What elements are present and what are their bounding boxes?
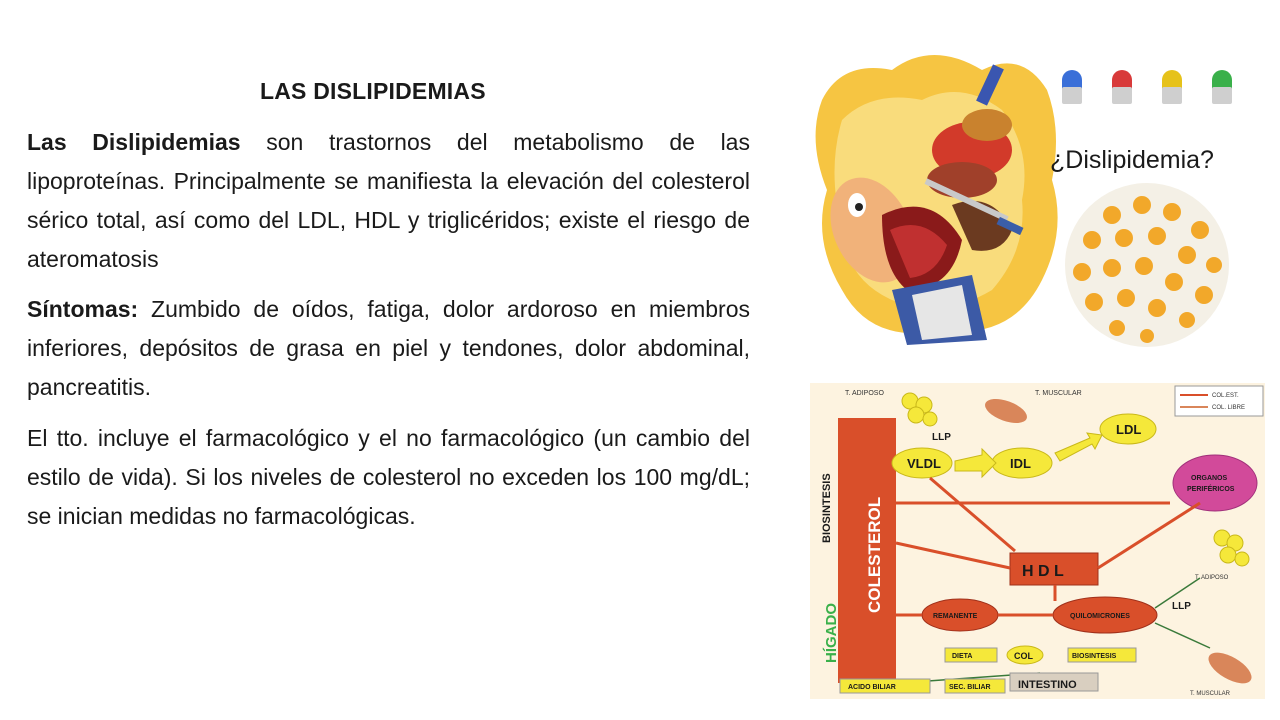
svg-text:H D L: H D L	[1022, 563, 1064, 580]
svg-text:COL: COL	[1014, 651, 1033, 661]
svg-text:COL.EST.: COL.EST.	[1212, 393, 1239, 399]
symptoms-paragraph	[27, 290, 750, 407]
page-title: LAS DISLIPIDEMIAS	[260, 78, 486, 104]
definition-text: son trastornos del metabolismo de las lipoproteínas. Principalmente se manifiesta la elevación del colesterol sérico total, así como del LDL, HDL y triglicéridos; existe el riesgo de ateromatosis	[27, 129, 750, 272]
cartoon-caption: ¿Dislipidemia?	[1050, 146, 1214, 174]
svg-text:DIETA: DIETA	[952, 653, 973, 660]
svg-text:T. MUSCULAR: T. MUSCULAR	[1035, 390, 1082, 397]
svg-text:T. ADIPOSO: T. ADIPOSO	[845, 390, 884, 397]
svg-text:VLDL: VLDL	[907, 456, 941, 471]
svg-text:LDL: LDL	[1116, 422, 1142, 437]
svg-text:PERIFÉRICOS: PERIFÉRICOS	[1187, 486, 1235, 493]
svg-text:QUILOMICRONES: QUILOMICRONES	[1070, 613, 1130, 620]
svg-text:T. ADIPOSO: T. ADIPOSO	[1195, 575, 1229, 581]
symptoms-text: Zumbido de oídos, fatiga, dolor ardoroso en miembros inferiores, depósitos de grasa en piel y tendones, dolor abdominal, pancreatitis.	[27, 296, 750, 400]
lipoprotein-metabolism-diagram	[810, 383, 1265, 699]
svg-text:COLESTEROL: COLESTEROL	[865, 496, 884, 613]
svg-text:BIOSINTESIS: BIOSINTESIS	[821, 473, 833, 543]
svg-text:INTESTINO: INTESTINO	[1018, 679, 1077, 691]
treatment-paragraph	[27, 419, 750, 536]
svg-text:REMANENTE: REMANENTE	[933, 613, 978, 620]
svg-text:COL. LIBRE: COL. LIBRE	[1212, 405, 1246, 411]
svg-text:LLP: LLP	[932, 432, 951, 443]
svg-text:ACIDO BILIAR: ACIDO BILIAR	[848, 684, 896, 691]
definition-paragraph	[27, 123, 750, 279]
treatment-text: El tto. incluye el farmacológico y el no farmacológico (un cambio del estilo de vida). Si los niveles de colesterol no exceden los 100 mg/dL; se inician medidas no farmacológicas.	[27, 425, 750, 529]
svg-text:HÍGADO: HÍGADO	[823, 603, 840, 663]
svg-text:IDL: IDL	[1010, 456, 1031, 471]
svg-text:SEC. BILIAR: SEC. BILIAR	[949, 684, 991, 691]
svg-text:ORGANOS: ORGANOS	[1191, 475, 1228, 482]
svg-text:T. MUSCULAR: T. MUSCULAR	[1190, 691, 1231, 697]
pill-icons	[1062, 70, 1232, 104]
svg-text:BIOSINTESIS: BIOSINTESIS	[1072, 653, 1117, 660]
svg-text:LLP: LLP	[1172, 601, 1191, 612]
symptoms-lead: Síntomas:	[27, 296, 139, 322]
definition-lead: Las Dislipidemias	[27, 129, 241, 155]
dyslipidemia-cartoon-image	[812, 40, 1260, 348]
